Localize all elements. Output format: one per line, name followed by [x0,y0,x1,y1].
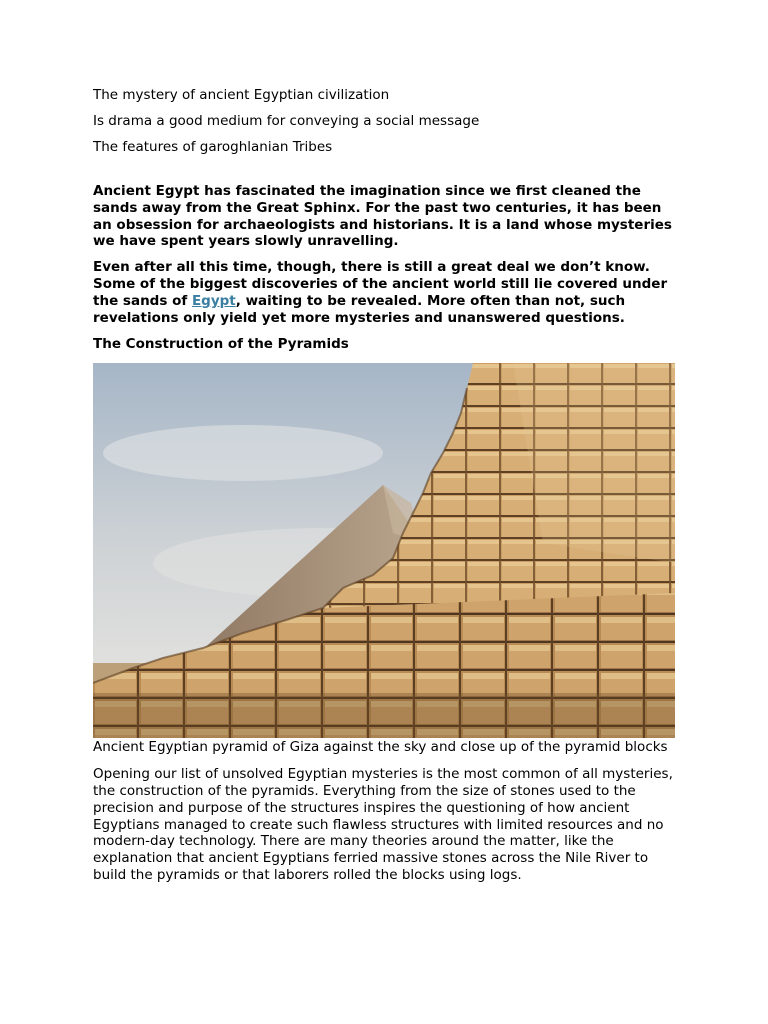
intro-text-after-link: , waiting to be revealed. More often than not, such revelations only yield yet more mysteries and unanswered questions. [93,292,626,326]
photo-caption: Ancient Egyptian pyramid of Giza against the sky and close up of the pyramid blocks [93,739,668,756]
egypt-link[interactable]: Egypt [191,292,236,309]
body-paragraph: Opening our list of unsolved Egyptian mysteries is the most common of all mysteries, the construction of the pyramids. Everything from the size of stones used to the precision and purpose of the structures inspires the questioning of how ancient Egyptians managed to create such flawless structures with limited resources and no modern-day technology. There are many theories around the matter, like the explanation that ancient Egyptians ferried massive stones across the Nile River to build the pyramids or that laborers rolled the blocks using logs. [93,766,673,883]
pyramid-photo [93,363,675,738]
topic-list [93,86,683,156]
topic-item[interactable]: The mystery of ancient Egyptian civilization [93,87,390,103]
topic-item[interactable]: Is drama a good medium for conveying a social message [93,113,480,129]
document-page [93,86,683,884]
intro-paragraph: Ancient Egypt has fascinated the imagination since we first cleaned the sands away from the Great Sphinx. For the past two centuries, it has been an obsession for archaeologists and historians. It is a land whose mysteries we have spent years slowly unravelling. [93,183,672,250]
intro-text-before-link: Even after all this time, though, there is still a great deal we don’t know. Some of the biggest discoveries of the ancient world still lie covered under the sands of [93,259,668,309]
section-heading: The Construction of the Pyramids [93,336,349,353]
topic-item[interactable]: The features of garoghlanian Tribes [93,139,333,155]
intro-paragraph-2 [93,259,683,326]
pyramid-photo-illustration [93,363,675,738]
